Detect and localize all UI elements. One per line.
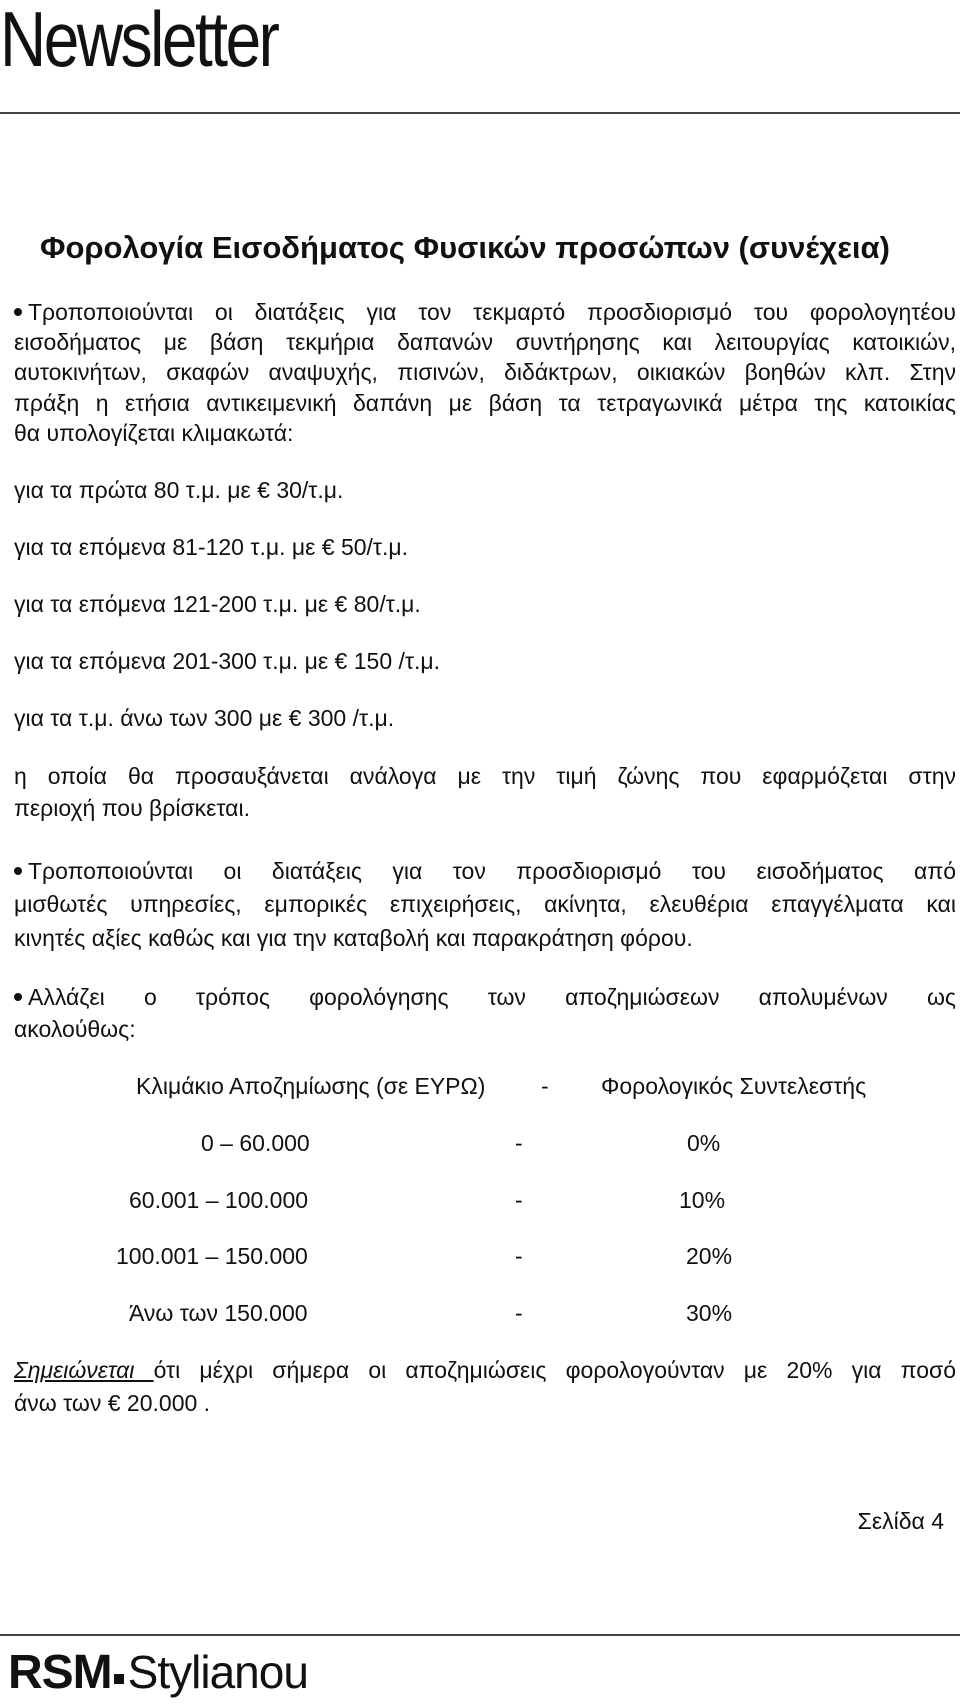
rate-line-3: για τα επόμενα 121-200 τ.μ. με € 80/τ.μ. xyxy=(14,591,421,617)
page-number: Σελίδα 4 xyxy=(857,1508,944,1534)
logo-rsm-text: RSM xyxy=(8,1646,112,1699)
bullet1-line5: θα υπολογίζεται κλιμακωτά: xyxy=(14,420,294,446)
table-row-rate: 30% xyxy=(686,1300,733,1326)
table-row-range: 0 – 60.000 xyxy=(201,1130,310,1156)
rsm-stylianou-logo xyxy=(8,1645,308,1701)
zone-note-line1: η οποία θα προσαυξάνεται ανάλογα με την τιμή ζώνης που εφαρμόζεται στην xyxy=(14,763,956,789)
bullet-icon xyxy=(14,867,22,875)
rate-line-5: για τα τ.μ. άνω των 300 με € 300 /τ.μ. xyxy=(14,705,395,731)
table-row-rate: 10% xyxy=(679,1187,726,1213)
bullet2-line2: μισθωτές υπηρεσίες, εμπορικές επιχειρήσεις, ακίνητα, ελευθέρια επαγγέλματα και xyxy=(14,891,956,917)
bullet2-line3: κινητές αξίες καθώς και για την καταβολή και παρακράτηση φόρου. xyxy=(14,925,693,951)
logo-name-text: Stylianou xyxy=(127,1646,308,1698)
table-header-range: Κλιμάκιο Αποζημίωσης (σε ΕΥΡΩ) xyxy=(136,1073,486,1099)
rate-line-2: για τα επόμενα 81-120 τ.μ. με € 50/τ.μ. xyxy=(14,534,409,560)
table-row-sep: - xyxy=(515,1300,523,1326)
note-line1: Σημειώνεται ότι μέχρι σήμερα οι αποζημιώσεις φορολογούνταν με 20% για ποσό xyxy=(14,1357,957,1383)
table-row-sep: - xyxy=(515,1130,523,1156)
zone-note-line2: περιοχή που βρίσκεται. xyxy=(14,795,250,821)
table-row-range: Άνω των 150.000 xyxy=(129,1300,308,1326)
bullet-icon xyxy=(14,308,22,316)
table-row-rate: 0% xyxy=(687,1130,721,1156)
footer-divider xyxy=(0,1634,960,1636)
table-header-sep: - xyxy=(541,1073,549,1099)
note-label: Σημειώνεται xyxy=(14,1357,154,1383)
rate-line-1: για τα πρώτα 80 τ.μ. με € 30/τ.μ. xyxy=(14,477,344,503)
rate-line-4: για τα επόμενα 201-300 τ.μ. με € 150 /τ.μ. xyxy=(14,648,441,674)
bullet2-line1: Τροποποιούνται οι διατάξεις για τον προσδιορισμό του εισοδήματος από xyxy=(14,856,956,886)
bullet1-line1: Τροποποιούνται οι διατάξεις για τον τεκμαρτό προσδιορισμό του φορολογητέου xyxy=(14,297,956,327)
table-header-rate: Φορολογικός Συντελεστής xyxy=(601,1073,867,1099)
table-row-sep: - xyxy=(515,1187,523,1213)
bullet1-line4: πράξη η ετήσια αντικειμενική δαπάνη με βάση τα τετραγωνικά μέτρα της κατοικίας xyxy=(14,390,956,416)
bullet3-line2: ακολούθως: xyxy=(14,1016,136,1042)
note-line2: άνω των € 20.000 . xyxy=(14,1390,211,1416)
table-row-rate: 20% xyxy=(686,1243,733,1269)
bullet3-line1: Αλλάζει ο τρόπος φορολόγησης των αποζημιώσεων απολυμένων ως xyxy=(14,982,956,1012)
newsletter-masthead: Newsletter xyxy=(0,0,278,83)
table-row-range: 60.001 – 100.000 xyxy=(129,1187,309,1213)
section-title: Φορολογία Εισοδήματος Φυσικών προσώπων (συνέχεια) xyxy=(40,230,890,265)
table-row-range: 100.001 – 150.000 xyxy=(116,1243,308,1269)
bullet1-line3: αυτοκινήτων, σκαφών αναψυχής, πισινών, διδάκτρων, οικιακών βοηθών κλπ. Στην xyxy=(14,359,956,385)
table-row-sep: - xyxy=(515,1243,523,1269)
bullet1-line2: εισοδήματος με βάση τεκμήρια δαπανών συντήρησης και λειτουργίας κατοικιών, xyxy=(14,329,956,355)
logo-dot-icon xyxy=(114,1674,124,1684)
header-divider xyxy=(0,112,960,114)
bullet-icon xyxy=(14,993,22,1001)
